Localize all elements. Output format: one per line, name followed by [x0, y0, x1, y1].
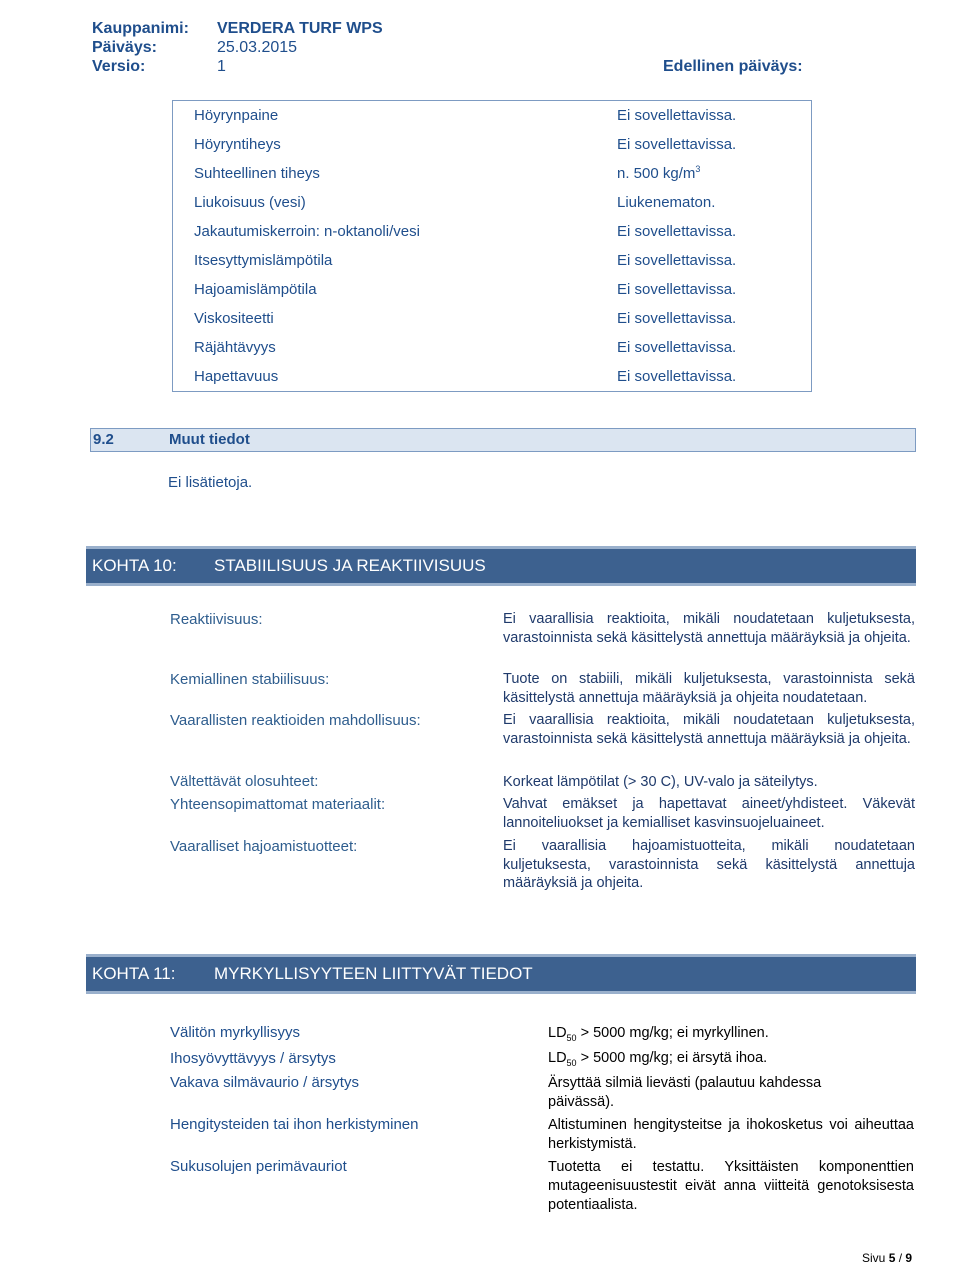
previous-date-label: Edellinen päiväys: — [663, 58, 803, 75]
section-10-value: Korkeat lämpötilat (> 30 C), UV-valo ja säteilytys. — [503, 774, 818, 790]
ld50-value: > 5000 mg/kg; ei ärsytä ihoa. — [576, 1050, 768, 1066]
section-11-label: Sukusolujen perimävauriot — [170, 1158, 347, 1175]
density-value: n. 500 kg/m — [617, 165, 696, 182]
section-number: KOHTA 11: — [92, 964, 176, 983]
version-label: Versio: — [92, 58, 146, 75]
product-name-value: VERDERA TURF WPS — [217, 20, 383, 37]
property-label: Hajoamislämpötila — [194, 281, 317, 298]
section-number: KOHTA 10: — [92, 556, 177, 575]
property-value: Ei sovellettavissa. — [617, 252, 737, 269]
section-title: STABIILISUUS JA REAKTIIVISUUS — [214, 556, 486, 575]
property-label: Viskositeetti — [194, 310, 274, 327]
section-10-label: Reaktiivisuus: — [170, 611, 263, 628]
page-current: 5 — [888, 1251, 896, 1265]
section-10-value: Vahvat emäkset ja hapettavat aineet/yhdisteet. Väkevät lannoiteliuokset ja kemialliset kasvinsuojeluaineet. — [503, 796, 915, 831]
section-11-label: Välitön myrkyllisyys — [170, 1024, 301, 1041]
page-number — [862, 1251, 912, 1265]
density-exponent: 3 — [695, 164, 701, 174]
section-10-value: Ei vaarallisia reaktioita, mikäli noudatetaan kuljetuksesta, varastoinnista sekä käsittelystä annettuja määräyksiä ja ohjeita. — [503, 611, 915, 646]
section-10-value: Ei vaarallisia hajoamistuotteita, mikäli noudatetaan kuljetuksesta, varastoinnista sekä käsittelystä annettuja määräyksiä ja ohjeita. — [503, 838, 915, 891]
section-10-header — [86, 546, 916, 586]
section-11-header — [86, 954, 916, 994]
property-label: Liukoisuus (vesi) — [194, 194, 306, 211]
ld50-prefix: LD — [548, 1025, 567, 1041]
property-value: Ei sovellettavissa. — [617, 223, 737, 240]
ld50-subscript: 50 — [566, 1057, 577, 1068]
subsection-number: 9.2 — [93, 431, 114, 448]
ld50-value: > 5000 mg/kg; ei myrkyllinen. — [576, 1025, 769, 1041]
date-label: Päiväys: — [92, 39, 157, 56]
property-label: Hapettavuus — [194, 368, 279, 385]
version-value: 1 — [217, 58, 226, 75]
date-value: 25.03.2015 — [217, 39, 298, 56]
page-total: 9 — [905, 1251, 913, 1265]
property-label: Jakautumiskerroin: n-oktanoli/vesi — [194, 223, 420, 240]
section-10-label: Vältettävät olosuhteet: — [170, 773, 319, 790]
section-11-value: Ärsyttää silmiä lievästi (palautuu kahdessa päivässä). — [548, 1075, 822, 1110]
section-11-value — [548, 1024, 914, 1043]
section-11-label: Ihosyövyttävyys / ärsytys — [170, 1050, 336, 1067]
property-value: Liukenematon. — [617, 194, 716, 211]
subsection-title: Muut tiedot — [169, 431, 250, 448]
property-label: Räjähtävyys — [194, 339, 276, 356]
product-name-label: Kauppanimi: — [92, 20, 189, 37]
section-10-label: Kemiallinen stabiilisuus: — [170, 671, 330, 688]
property-label: Höyryntiheys — [194, 136, 281, 153]
section-10-label: Vaaralliset hajoamistuotteet: — [170, 838, 358, 855]
section-10-label: Yhteensopimattomat materiaalit: — [170, 796, 386, 813]
section-10-label: Vaarallisten reaktioiden mahdollisuus: — [170, 712, 421, 729]
section-11-value: Tuotetta ei testattu. Yksittäisten komponenttien mutageenisuustestit eivät anna viitteitä genotoksisesta potentiaalista. — [548, 1159, 914, 1213]
property-value: Ei sovellettavissa. — [617, 136, 737, 153]
section-11-label: Vakava silmävaurio / ärsytys — [170, 1074, 359, 1091]
property-value: Ei sovellettavissa. — [617, 281, 737, 298]
property-value — [617, 165, 700, 183]
property-label: Suhteellinen tiheys — [194, 165, 320, 182]
section-11-value — [548, 1049, 914, 1068]
page-label: Sivu — [862, 1251, 886, 1265]
ld50-subscript: 50 — [566, 1032, 577, 1043]
section-title: MYRKYLLISYYTEEN LIITTYVÄT TIEDOT — [214, 964, 533, 983]
section-11-label: Hengitysteiden tai ihon herkistyminen — [170, 1116, 419, 1133]
subsection-text: Ei lisätietoja. — [168, 474, 253, 491]
property-label: Höyrynpaine — [194, 107, 279, 124]
property-value: Ei sovellettavissa. — [617, 310, 737, 327]
ld50-prefix: LD — [548, 1050, 567, 1066]
section-11-value: Altistuminen hengitysteitse ja ihokosketus voi aiheuttaa herkistymistä. — [548, 1117, 914, 1152]
section-10-value: Tuote on stabiili, mikäli kuljetuksesta, varastoinnista sekä käsittelystä annettuja määräyksiä ja ohjeita noudatetaan. — [503, 671, 915, 706]
subsection-header — [90, 428, 916, 452]
page-separator: / — [898, 1251, 903, 1265]
property-value: Ei sovellettavissa. — [617, 339, 737, 356]
property-value: Ei sovellettavissa. — [617, 368, 737, 385]
property-value: Ei sovellettavissa. — [617, 107, 737, 124]
section-10-value: Ei vaarallisia reaktioita, mikäli noudatetaan kuljetuksesta, varastoinnista sekä käsittelystä annettuja määräyksiä ja ohjeita. — [503, 712, 915, 747]
property-label: Itsesyttymislämpötila — [194, 252, 333, 269]
